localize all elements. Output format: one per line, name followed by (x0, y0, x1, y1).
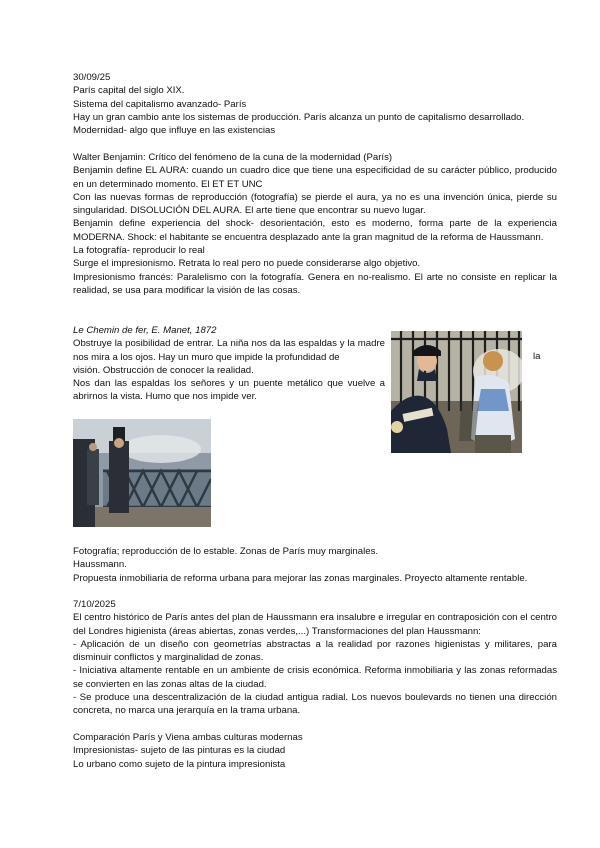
text-line: Lo urbano como sujeto de la pintura impresionista (73, 758, 286, 770)
text-line: Sistema del capitalismo avanzado- París (73, 98, 247, 110)
paragraph: Obstruye la posibilidad de entrar. La niña nos da las espaldas y la madre nos mira a los ojos. Hay un muro que impide la profundidad de (73, 338, 385, 363)
paragraph: Benjamin define experiencia del shock- desorientación, esto es moderno, forma parte de la experiencia MODERNA. Shock: el habitante se encuentra desplazado ante la gran magnitud de la reforma de Haussmann. (73, 218, 557, 243)
bullet-item: - Iniciativa altamente rentable en un ambiente de crisis económica. Reforma inmobiliaria y las zonas reformadas se convierten en las zonas altas de la ciudad. (73, 665, 557, 690)
manet-painting-image (391, 331, 522, 453)
paragraph: Con las nuevas formas de reproducción (fotografía) se pierde el aura, ya no es una invención única, pierde su singularidad. DISOLUCIÓN DEL AURA. El arte tiene que encontrar su nuevo lugar. (73, 191, 557, 217)
section-heading: Walter Benjamin: Crítico del fenómeno de la cuna de la modernidad (París) (73, 152, 393, 163)
text-line: Haussmann. (73, 559, 127, 571)
paragraph: Benjamin define EL AURA: cuando un cuadro dice que tiene una especificidad de su carácter público, producido en un determinado momento. El ET ET UNC (73, 165, 557, 190)
text-line: Propuesta inmobiliaria de reforma urbana para mejorar las zonas marginales. Proyecto altamente rentable. (73, 572, 528, 584)
section-photography (73, 545, 557, 585)
section-haussmann (73, 598, 557, 718)
paragraph: La fotografía- reproducir lo real (73, 245, 205, 257)
section-comparison (73, 731, 557, 771)
text-line: Comparación París y Viena ambas culturas modernas (73, 732, 303, 743)
paragraph: El centro histórico de París antes del plan de Haussmann era insalubre e irregular en contraposición con el centro del Londres higienista (áreas abiertas, zonas verdes,...) Transformaciones del plan Haussmann: (73, 612, 557, 637)
section-intro (73, 71, 557, 137)
section-benjamin (73, 151, 557, 297)
text-line: Modernidad- algo que influye en las existencias (73, 125, 276, 137)
text-line: Fotografía; reproducción de lo estable. Zonas de París muy marginales. (73, 546, 379, 557)
bullet-item: - Aplicación de un diseño con geometrías abstractas a la realidad por razones higienistas y militares, para disminuir conflictos y marginalidad de zonas. (73, 638, 557, 664)
text-line: París capital del siglo XIX. (73, 85, 185, 97)
date-heading: 7/10/2025 (73, 599, 116, 610)
bullet-item: - Se produce una descentralización de la ciudad antigua radial. Los nuevos boulevards no tienen una dirección concreta, no marca una jerarquía en la trama urbana. (73, 692, 557, 717)
paragraph: Nos dan las espaldas los señores y un puente metálico que vuelve a abrirnos la vista. Humo que nos impide ver. (73, 378, 385, 403)
paragraph-tail: la (533, 351, 541, 362)
bridge-painting-image (73, 419, 211, 527)
date-heading: 30/09/25 (73, 72, 111, 83)
paragraph: visión. Obstrucción de conocer la realidad. (73, 364, 254, 376)
text-line: Impresionistas- sujeto de las pinturas es la ciudad (73, 745, 286, 757)
artwork-title: Le Chemin de fer, E. Manet, 1872 (73, 325, 217, 336)
text-line: Hay un gran cambio ante los sistemas de producción. París alcanza un punto de capitalismo desarrollado. (73, 111, 525, 123)
section-manet (73, 324, 385, 404)
paragraph: Impresionismo francés: Paralelismo con la fotografía. Genera en no-realismo. El arte no consiste en replicar la realidad, se usa para modificar la visión de las cosas. (73, 271, 557, 296)
paragraph: Surge el impresionismo. Retrata lo real pero no puede considerarse algo objetivo. (73, 258, 421, 270)
